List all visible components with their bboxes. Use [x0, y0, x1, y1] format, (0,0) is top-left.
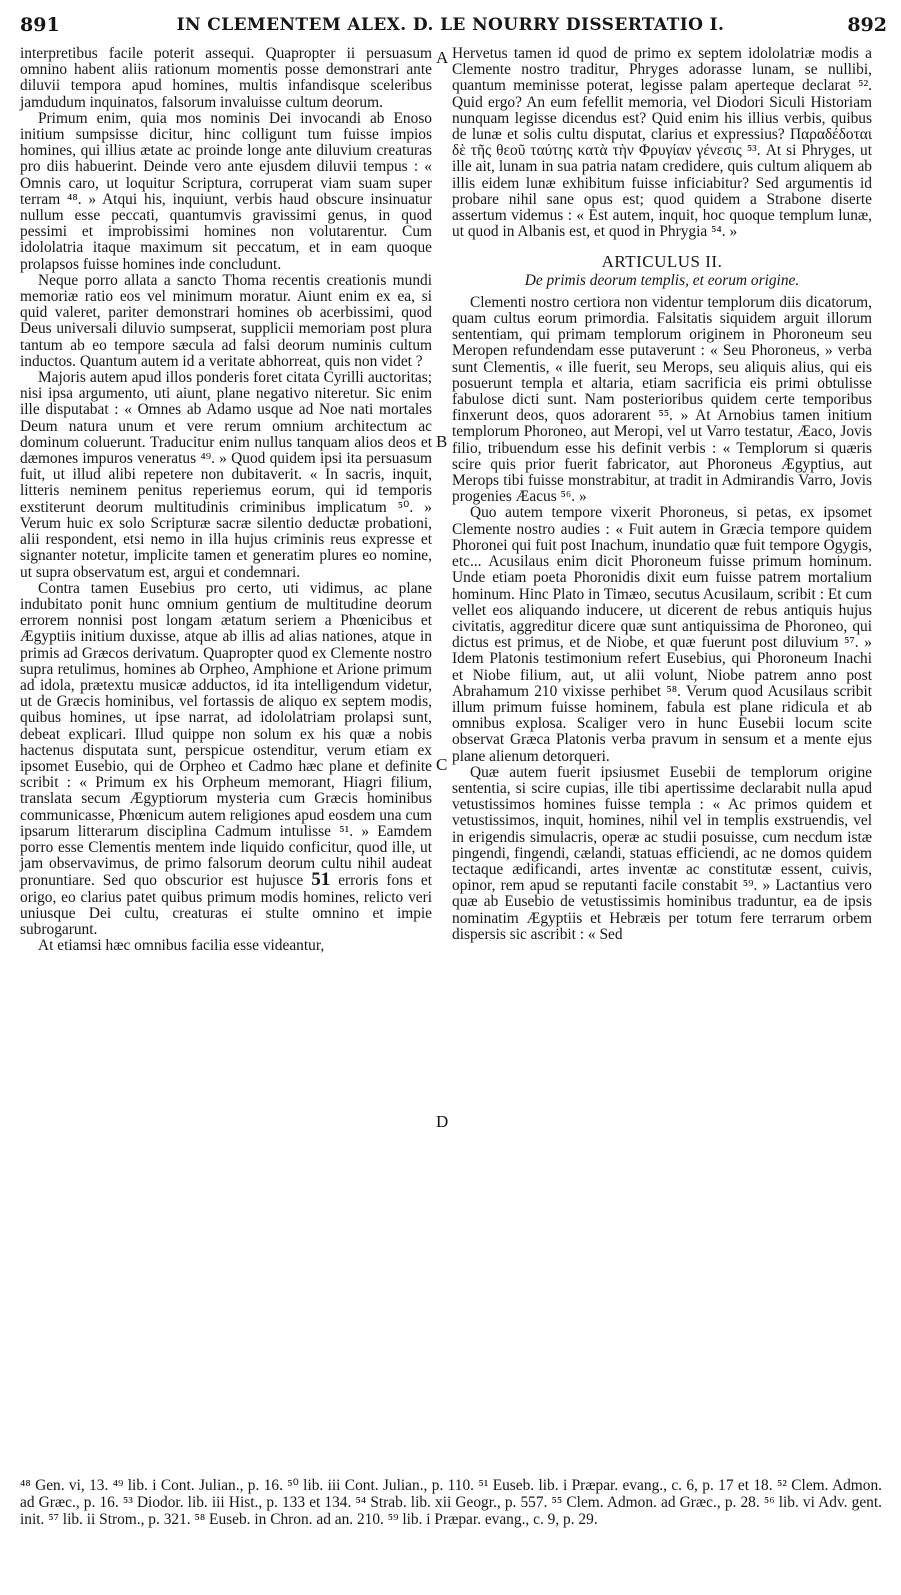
paragraph: Quo autem tempore vixerit Phoroneus, si petas, ex ipsomet Clemente nostro audies : « Fuit autem in Græcia tempore quidem Phoronei qui fuit post Inachum, inundatio quæ fuit tempore Ogygis, etc... Acusilaus enim dicit Phoroneum fuisse primum hominum. Unde etiam poeta Phoronidis dixit eum fuisse patrem mortalium hominum. Hinc Plato in Timæo, secutus Acusilaum, scribit : Et cum vellet eos aliquando inducere, ut dicerent de rebus antiquis hujus civitatis, aggreditur dicere quæ sunt antiquissima de Phoroneo, qui dictus est primus, et de Niobe, et quæ fuerunt post diluvium ⁵⁷. » Idem Platonis testimonium refert Eusebius, qui Phoroneum Inachi et Niobe filium, aut, ut alii volunt, Niobe patrem anno post Abrahamum 210 vixisse perhibet ⁵⁸. Verum quod Acusilaus scribit illum primum fuisse hominem, fabula est plane ridicula et ab omnibus explosa. Scaliger vero in hunc Eusebii locum scite observat Græca Platonis verba pravum in sensum et a mente ejus plane alienum detorqueri.	[452, 504, 872, 765]
paragraph	[20, 581, 432, 938]
margin-marker-a: A	[436, 48, 449, 67]
margin-marker-b: B	[436, 432, 448, 451]
paragraph: Majoris autem apud illos ponderis foret citata Cyrilli auctoritas; nisi ipsa argumento, uti aiunt, plane negativo niteretur. Sic enim ille disputabat : « Omnes ab Adamo usque ad Noe nati mortales Deum natura unum et vere rerum omnium architectum ac dominum coluerunt. Traducitur enim nullus tanquam alios deos et dæmones impuros veneratus ⁴⁹. » Quod quidem ipsi ita persuasum fuit, ut illud alibi repetere non dubitaverit. « In sacris, inquit, litteris neminem penitus reperiemus eorum, qui id temporis exstiterunt deorum multitudinis criminibus implicatum ⁵⁰. » Verum huic ex solo Scripturæ sacræ silentio deductæ probationi, alii respondent, etsi nemo in illa hujus criminis reus expresse et signanter notetur, implicite tamen et generatim plures eo nomine, ut supra observatum est, argui et condemnari.	[20, 369, 432, 581]
signature-mark: 51	[311, 869, 331, 891]
left-column	[20, 46, 432, 954]
margin-marker-d: D	[436, 1112, 449, 1131]
page-number-right: 892	[847, 14, 887, 36]
paragraph-text: Contra tamen Eusebius pro certo, uti vidimus, ac plane indubitato ponit hunc omnium gentium de multitudine deorum errorem nonnisi post longam ætatum seriem a Phœnicibus et Ægyptiis initium duxisse, atque ab illis ad alias nationes, atque in primis ad Græcos derivatum. Quapropter quod ex Clemente nostro supra retulimus, homines ab Orpheo, Amphione et Arione primum ad idola, prætextu musicæ adductos, id ita intelligendum videtur, ut de Græcis hominibus, vel fortassis de aliquo ex septem modis, quibus homines, ut ipse narrat, ad idololatriam prolapsi sunt, debeat explicari. Illud quippe non solum ex his quæ a nobis hactenus disputata sunt, perspicue ostenditur, verum etiam ex ipsomet Eusebio, qui de Orpheo et Cadmo hæc plane et definite scribit : « Primum ex his Orpheum memorant, Hiagri filium, translata secum Ægyptiorum mysteria cum Græcis hominibus communicasse, Phœnicum autem religiones apud eosdem una cum ipsarum litterarum disciplina Cadmum intulisse ⁵¹. » Eamdem porro esse Clementis mentem inde liquido conficitur, quod ille, ut jam observavimus, de primo falsorum deorum cultu nihil audeat pronuntiare. Sed quo obscurior est hujusce	[20, 579, 432, 890]
paragraph-text: erroris fons et origo, eo clarius patet quibus primum modis homines, relicto veri uniusque Dei cultu, creaturas ei stulte omnino et impie subrogarunt.	[20, 872, 432, 938]
paragraph: Quæ autem fuerit ipsiusmet Eusebii de templorum origine sententia, si scire cupias, ille tibi apertissime declarabit nulla apud vetustissimos homines fuisse templa : « Ac primos quidem et vetustissimos, inquit, homines, nihil vel in templis exstruendis, vel in erigendis simulacris, operæ ac studii posuisse, cum necdum istæ pingendi, fingendi, cælandi, statuas efficiendi, ac ne domos quidem tectaque ædificandi, artes inventæ ac constitutæ essent, cuivis, opinor, rem apud se reputanti facile constabit ⁵⁹. » Lactantius vero quæ ab Eusebio de vetustissimis hominibus traduntur, ea de ipsis nominatim Ægyptiis et Hebræis per totum fere terrarum orbem dispersis sic ascribit : « Sed	[452, 763, 872, 943]
article-heading: ARTICULUS II.	[601, 252, 723, 272]
margin-marker-c: C	[436, 755, 448, 774]
paragraph: interpretibus facile poterit assequi. Quapropter ii persuasum omnino habent aliis rationum momentis posse demonstrari ante diluvii tempora apud homines, multis infandisque sceleribus jamdudum inquinatos, falsorum invaluisse cultum deorum.	[20, 45, 432, 111]
paragraph: Primum enim, quia mos nominis Dei invocandi ab Enoso initium sumpsisse dicitur, hinc colligunt tum fuisse impios homines, qui illius ætate ac proinde longe ante diluvium creaturas pro diis habuerint. Deinde vero ante ejusdem diluvii tempus : « Omnis caro, ut loquitur Scriptura, corruperat viam suam super terram ⁴⁸. » Atqui his, inquiunt, verbis haud obscure insinuatur nullum esse peccati, quantumvis gravissimi genus, in quod pessimi et improbissimi homines non volutarentur. Cum idololatria itaque maximum sit peccatum, et in eam quoque prolapsos fuisse homines inde concludunt.	[20, 109, 432, 273]
right-column	[452, 46, 872, 943]
paragraph: At etiamsi hæc omnibus facilia esse videantur,	[38, 937, 325, 955]
running-header	[14, 14, 887, 44]
paragraph: Hervetus tamen id quod de primo ex septem idololatriæ modis a Clemente nostro traditur, Phryges adorasse lunam, se nullibi, quantum meminisse poterat, legisse palam aperteque declarat ⁵². Quid ergo? An eum fefellit memoria, vel Diodori Siculi Historiam nunquam legisse dicendus est? Quid enim his illius verbis, quibus de lunæ et solis cultu disputat, clarius et expressius? Παραδέδοται δὲ τῆς θεοῦ ταύτης κατὰ τὴν Φρυγίαν γένεσις ⁵³. At si Phryges, ut ille ait, lunam in sua patria natam credidere, quis cultum aliquem ab illis eidem lunæ exhibitum fuisse inficiabitur? Sed argumentis id probare nihil sane opus est; quod quidem a Strabone diserte assertum videmus : « Est autem, inquit, hoc quoque templum lunæ, ut quod in Albanis est, et quod in Phrygia ⁵⁴. »	[452, 45, 872, 241]
paragraph: Neque porro allata a sancto Thoma recentis creationis mundi memoriæ ratio eos vel minimum moratur. Aiunt enim ex ea, si quid valeret, pariter demonstrari homines ob acerbissimi, quod Deus universali diluvio sumpserat, supplicii memoriam post plura tantum ab eo tempore sæcula ad falsi deorum numinis cultum inductos. Quantum autem id a veritate abhorreat, quis non videt ?	[20, 271, 432, 370]
article-subtitle: De primis deorum templis, et eorum origine.	[524, 271, 800, 289]
footnotes: ⁴⁸ Gen. vi, 13. ⁴⁹ lib. i Cont. Julian., p. 16. ⁵⁰ lib. iii Cont. Julian., p. 110. ⁵¹ Euseb. lib. i Præpar. evang., c. 6, p. 17 et 18. ⁵² Clem. Admon. ad Græc., p. 16. ⁵³ Diodor. lib. iii Hist., p. 133 et 134. ⁵⁴ Strab. lib. xii Geogr., p. 557. ⁵⁵ Clem. Admon. ad Græc., p. 28. ⁵⁶ lib. vi Adv. gent. init. ⁵⁷ lib. ii Strom., p. 321. ⁵⁸ Euseb. in Chron. ad an. 210. ⁵⁹ lib. i Præpar. evang., c. 9, p. 29.	[20, 1477, 882, 1528]
paragraph: Clementi nostro certiora non videntur templorum diis dicatorum, quam cultus eorum primordia. Falsitatis siquidem arguit illorum sententiam, qui primam templorum originem in Phoroneum seu Meropen refundendam esse putaverunt : « Seu Phoroneus, » verba sunt Clementis, « ille fuerit, seu Merops, seu aliquis alius, qui eis posuerunt templa et altaria, etiam sacrificia eis primi obtulisse fabulose dicti sunt. Nam posterioribus quidem certe temporibus finxerunt deos, quos adorarent ⁵⁵. » At Arnobius tamen initium templorum Phoroneo, aut Meropi, vel ut Varro testatur, Æaco, Jovis filio, tribuendum esse his definit verbis : « Templorum si quæris scire quis prior fuerit fabricator, aut Phoroneus Ægyptius, aut Merops tibi fuisse monstrabitur, at tradit in Admirandis Varro, Jovis progenies Æacus ⁵⁶. »	[452, 293, 872, 506]
page-number-left: 891	[20, 14, 60, 36]
running-title: IN CLEMENTEM ALEX. D. LE NOURRY DISSERTATIO I.	[176, 15, 725, 35]
